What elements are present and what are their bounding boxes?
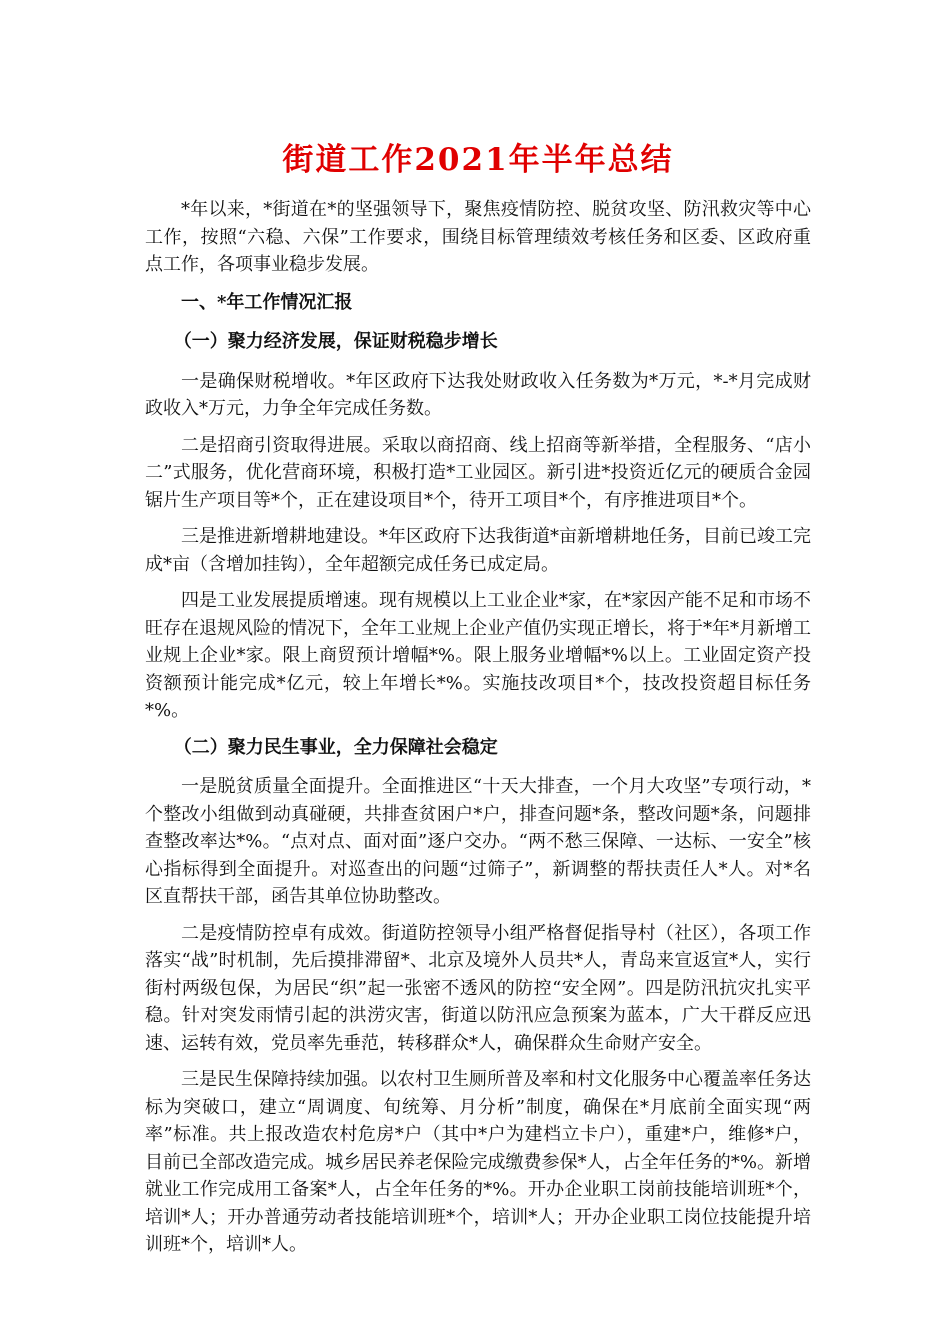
section-heading-1: 一、*年工作情况汇报 — [181, 291, 353, 313]
intro-paragraph: *年以来，*街道在*的坚强领导下，聚焦疫情防控、脱贫攻坚、防汛救灾等中心工作，按照“六稳、六保”工作要求，围绕目标管理绩效考核任务和区委、区政府重点工作，各项事业稳步发展。 — [145, 199, 811, 275]
paragraph-epidemic: 二是疫情防控卓有成效。街道防控领导小组严格督促指导村（社区），各项工作落实“战”时机制，先后摸排滞留*、北京及境外人员共*人，青岛来宣返宣*人，实行街村两级包保，为居民“织”起一张密不透风的防控“安全网”。四是防汛抗灾扎实平稳。针对突发雨情引起的洪涝灾害，街道以防汛应急预案为蓝本，广大干群反应迅速、运转有效，党员率先垂范，转移群众*人，确保群众生命财产安全。 — [145, 922, 811, 1054]
paragraph-finance: 一是确保财税增收。*年区政府下达我处财政收入任务数为*万元，*-*月完成财政收入*万元，力争全年完成任务数。 — [145, 370, 811, 419]
document-page — [145, 138, 811, 1268]
paragraph-livelihood: 三是民生保障持续加强。以农村卫生厕所普及率和村文化服务中心覆盖率任务达标为突破口，建立“周调度、旬统筹、月分析”制度，确保在*月底前全面实现“两率”标准。共上报改造农村危房*户（其中*户为建档立卡户），重建*户，维修*户，目前已全部改造完成。城乡居民养老保险完成缴费参保*人，占全年任务的*%。新增就业工作完成用工备案*人，占全年任务的*%。开办企业职工岗前技能培训班*个，培训*人；开办普通劳动者技能培训班*个，培训*人；开办企业职工岗位技能提升培训班*个，培训*人。 — [145, 1069, 811, 1255]
subsection-heading-1: （一）聚力经济发展，保证财税稳步增长 — [173, 331, 498, 352]
paragraph-industry: 四是工业发展提质增速。现有规模以上工业企业*家，在*家因产能不足和市场不旺存在退规风险的情况下，全年工业规上企业产值仍实现正增长，将于*年*月新增工业规上企业*家。限上商贸预计增幅*%。限上服务业增幅*%以上。工业固定资产投资额预计能完成*亿元，较上年增长*%。实施技改项目*个，技改投资超目标任务*%。 — [145, 590, 811, 721]
document-title: 街道工作2021年半年总结 — [282, 142, 674, 178]
subsection-heading-2: （二）聚力民生事业，全力保障社会稳定 — [173, 736, 498, 758]
paragraph-investment: 二是招商引资取得进展。采取以商招商、线上招商等新举措，全程服务、“店小二”式服务，优化营商环境，积极打造*工业园区。新引进*投资近亿元的硬质合金园锯片生产项目等*个，正在建设项目*个，待开工项目*个，有序推进项目*个。 — [145, 434, 811, 511]
paragraph-farmland: 三是推进新增耕地建设。*年区政府下达我街道*亩新增耕地任务，目前已竣工完成*亩（含增加挂钩），全年超额完成任务已成定局。 — [145, 526, 811, 575]
paragraph-poverty: 一是脱贫质量全面提升。全面推进区“十天大排查，一个月大攻坚”专项行动，*个整改小组做到动真碰硬，共排查贫困户*户，排查问题*条，整改问题*条，问题排查整改率达*%。“点对点、面对面”逐户交办。“两不愁三保障、一达标、一安全”核心指标得到全面提升。对巡查出的问题“过筛子”，新调整的帮扶责任人*人。对*名区直帮扶干部，函告其单位协助整改。 — [145, 776, 811, 907]
